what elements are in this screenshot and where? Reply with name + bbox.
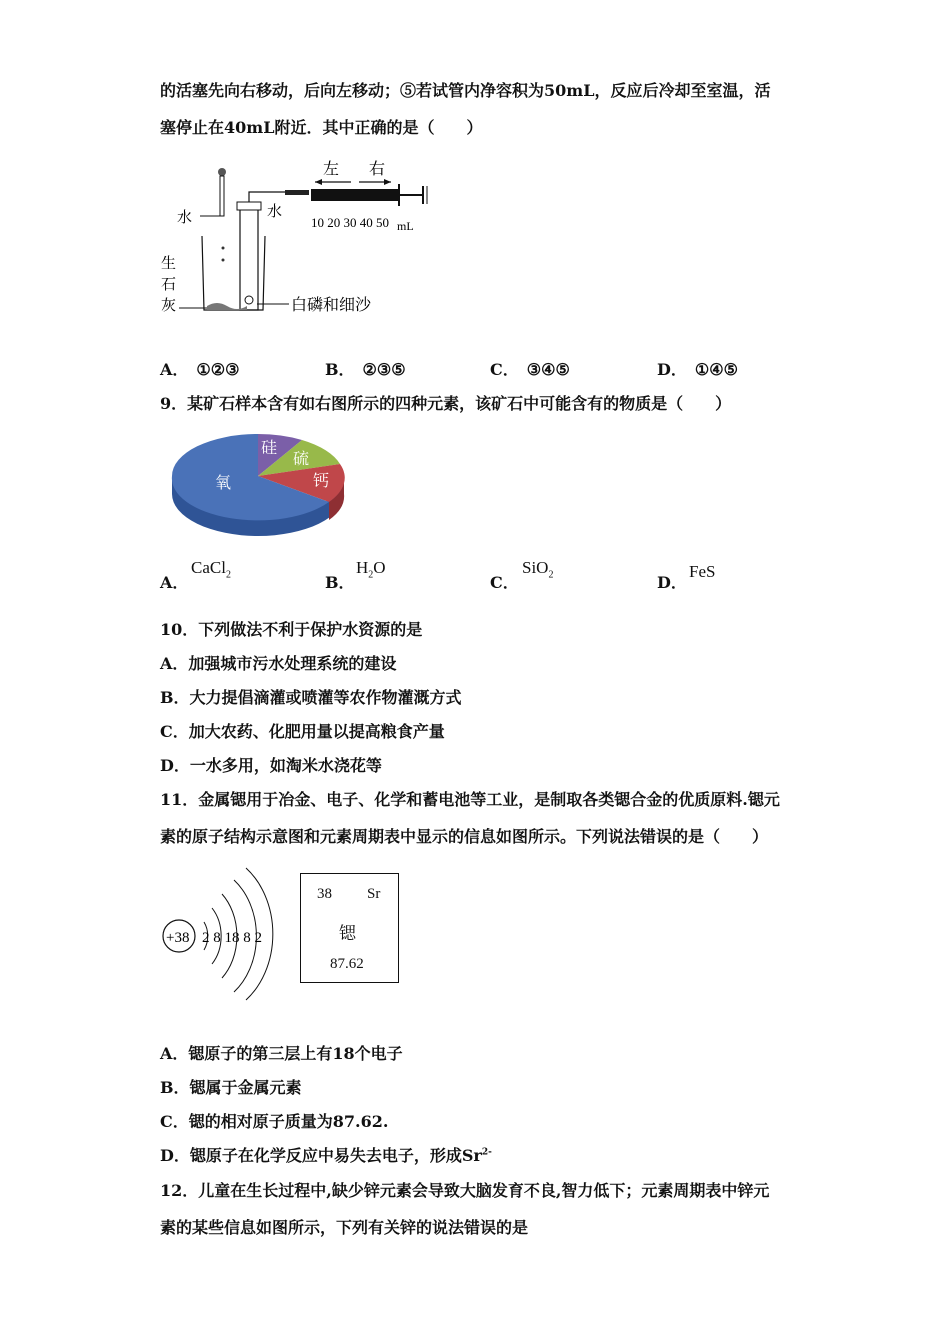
dropper-tube — [220, 176, 224, 216]
syringe-unit: mL — [397, 219, 414, 233]
pie-label-silicon: 硅 — [261, 438, 278, 457]
q8-apparatus-figure — [155, 150, 445, 325]
label-lime-2: 石 — [161, 275, 177, 293]
element-number: 38 — [317, 886, 332, 902]
q10-option-d: D．一水多用，如淘米水浇花等 — [160, 756, 382, 775]
q9-option-c-letter: C． — [490, 573, 519, 592]
label-lime-1: 生 — [161, 254, 177, 272]
q11-option-b: B．锶属于金属元素 — [160, 1078, 302, 1097]
q9-option-d-formula: FeS — [689, 562, 716, 581]
q10-stem: 10．下列做法不利于保护水资源的是 — [160, 620, 423, 639]
label-right: 右 — [369, 159, 386, 178]
q8-line-1: 的活塞先向右移动，后向左移动；⑤若试管内净容积为50mL，反应后冷却至室温，活 — [160, 81, 771, 100]
element-mass: 87.62 — [330, 956, 364, 972]
q10-option-b: B．大力提倡滴灌或喷灌等农作物灌溉方式 — [160, 688, 462, 707]
q11-line-1: 11．金属锶用于冶金、电子、化学和蓄电池等工业，是制取各类锶合金的优质原料.锶元 — [160, 790, 780, 809]
q9-stem: 9．某矿石样本含有如右图所示的四种元素，该矿石中可能含有的物质是（ ） — [160, 394, 732, 413]
beaker — [202, 236, 265, 310]
q9-option-c-formula: SiO$_2$ — [522, 558, 554, 581]
quicklime — [207, 303, 247, 310]
q9-option-b-formula: $H_2O$ — [356, 558, 386, 581]
q11-atom-structure — [160, 862, 280, 1002]
syringe-barrel — [311, 189, 399, 201]
q10-option-c: C．加大农药、化肥用量以提高粮食产量 — [160, 722, 445, 741]
q11-line-2: 素的原子结构示意图和元素周期表中显示的信息如图所示。下列说法错误的是（ ） — [160, 827, 769, 846]
label-phosphorus: 白磷和细沙 — [291, 295, 372, 314]
q9-pie-chart — [165, 428, 350, 540]
q11-option-d: D．锶原子在化学反应中易失去电子，形成$Sr^{2-}$ — [160, 1146, 492, 1165]
label-lime-3: 灰 — [161, 296, 177, 314]
element-symbol: Sr — [367, 886, 381, 902]
label-water-tube: 水 — [267, 202, 283, 220]
q11-option-a: A．锶原子的第三层上有18个电子 — [160, 1044, 403, 1063]
pie-label-oxygen: 氧 — [215, 473, 232, 492]
q8-line-2: 塞停止在40mL附近．其中正确的是（ ） — [160, 118, 483, 137]
arrow-right-head — [384, 179, 391, 185]
q8-option-a: A． ①②③ — [160, 360, 240, 379]
q11-option-c: C．锶的相对原子质量为87.62. — [160, 1112, 389, 1131]
q9-option-a-letter: A． — [160, 573, 189, 592]
q12-line-2: 素的某些信息如图所示，下列有关锌的说法错误的是 — [160, 1218, 529, 1237]
nucleus-charge: +38 — [166, 930, 190, 946]
label-water-dropper: 水 — [177, 208, 193, 226]
droplet — [222, 247, 225, 250]
q10-option-a: A．加强城市污水处理系统的建设 — [160, 654, 397, 673]
shell-electrons: 2 8 18 8 2 — [202, 930, 262, 946]
q9-option-d-letter: D． — [657, 573, 687, 592]
white-phosphorus — [245, 296, 253, 304]
label-left: 左 — [323, 159, 340, 178]
q8-option-d: D． ①④⑤ — [657, 360, 738, 379]
element-name: 锶 — [339, 924, 356, 944]
tube-stopper — [237, 202, 261, 210]
arrow-left-head — [315, 179, 322, 185]
connecting-tube — [249, 192, 285, 202]
syringe-scale: 10 20 30 40 50 — [311, 215, 389, 230]
q9-option-b-letter: B． — [325, 573, 355, 592]
rubber-connector — [285, 190, 309, 195]
q8-option-b: B． ②③⑤ — [325, 360, 406, 379]
pie-label-calcium: 钙 — [313, 471, 330, 490]
pie-label-sulfur: 硫 — [293, 449, 310, 468]
dropper-bulb — [218, 168, 226, 176]
droplet — [222, 259, 225, 262]
test-tube — [240, 206, 258, 310]
q9-option-a-formula: CaCl$_2$ — [191, 558, 231, 581]
q8-option-c: C． ③④⑤ — [490, 360, 570, 379]
q12-line-1: 12．儿童在生长过程中,缺少锌元素会导致大脑发育不良,智力低下；元素周期表中锌元 — [160, 1181, 770, 1200]
q11-element-card — [300, 873, 399, 983]
